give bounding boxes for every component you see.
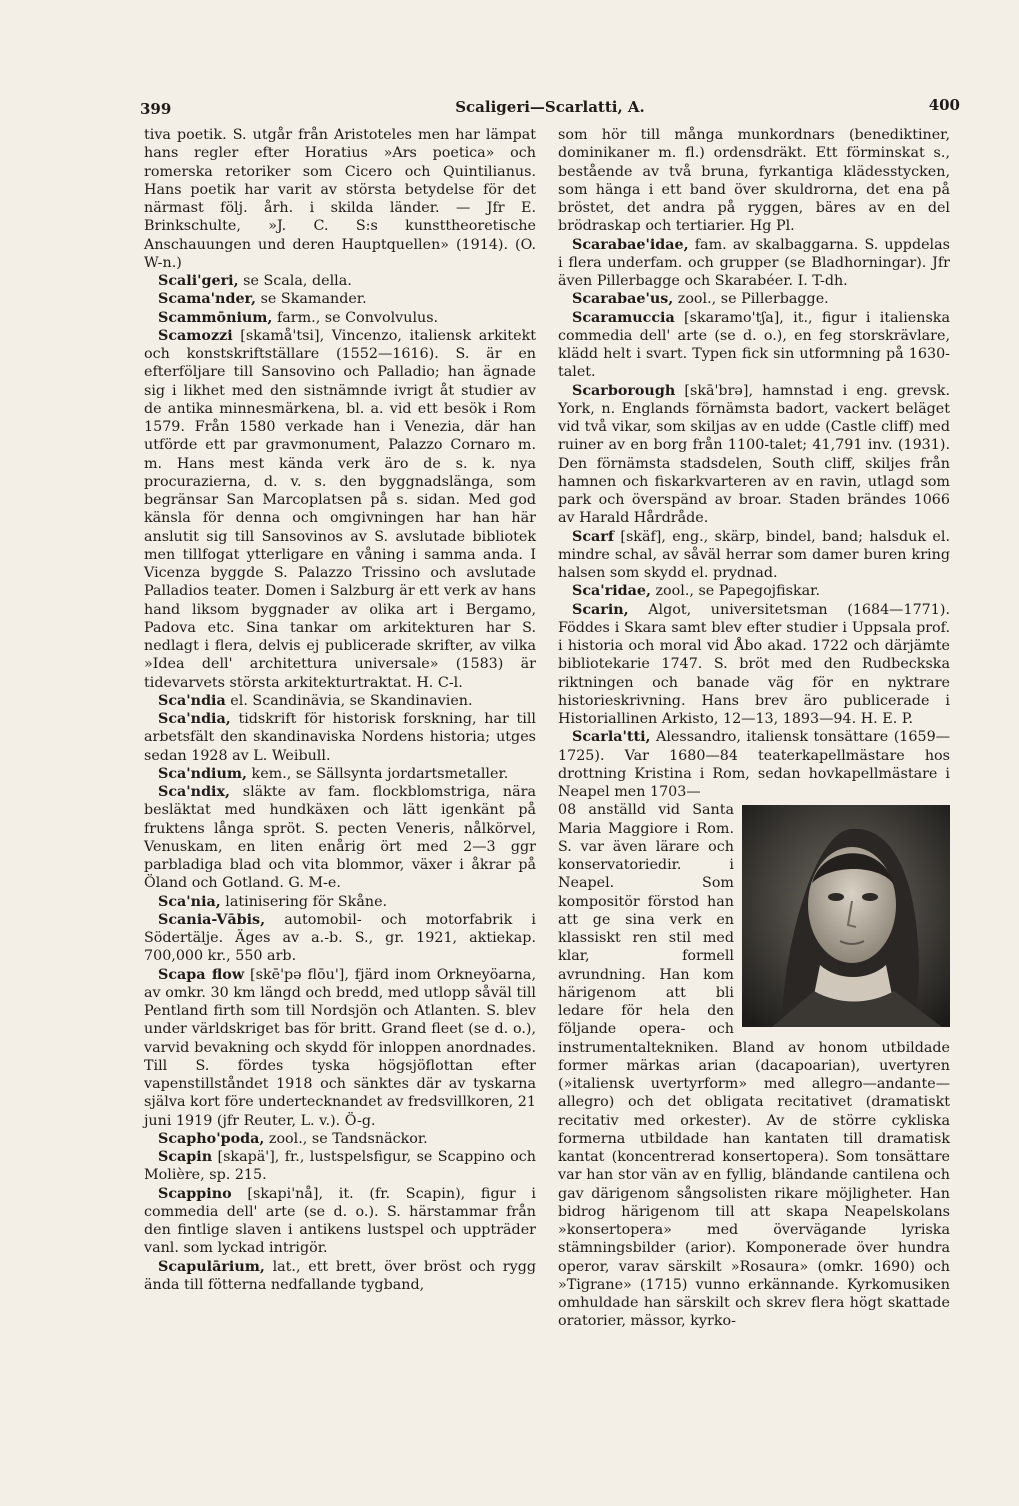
entry-headword: Scammōnium, [158, 309, 273, 326]
right-column-entry [558, 309, 950, 382]
entry-text: tidskrift för historisk forskning, har till arbetsfält den skandinaviska Nordens historia; utges sedan 1928 av L. Weibull. [144, 711, 536, 764]
left-column-entry [144, 783, 536, 893]
entry-text: [skapä'], fr., lustspelsfigur, se Scappino och Molière, sp. 215. [144, 1149, 536, 1184]
right-column-entry [558, 582, 950, 600]
entry-text: [skapi'nå], it. (fr. Scapin), figur i commedia dell' arte (se d. o.). S. härstammar från den fintlige slaven i antikens lustspel och uppträder vanl. som lyckad intrigör. [144, 1185, 536, 1257]
left-column-entry [144, 765, 536, 783]
entry-headword: Scaramuccia [572, 309, 675, 326]
entry-text: [skē'pə flōu'], fjärd inom Orkneyöarna, av omkr. 30 km längd och bredd, med utlopp såväl till Pentland firth som till Nordsjön och Atlanten. S. blev under världskriget bas för britt. Grand fleet (se d. o.), varvid bevakning och skydd för inloppen anordnades. Till S. fördes tyska högsjöflottan efter vapenstillståndet 1918 och sänktes där av tyskarna själva kort före undertecknandet av fredsvillkoren, 21 juni 1919 (jfr Reuter, L. v.). Ö-g. [144, 966, 536, 1129]
left-column-entry [144, 290, 536, 308]
right-column-entry [558, 290, 950, 308]
entry-headword: Scapin [158, 1149, 213, 1165]
entry-text: [skäf], eng., skärp, bindel, band; halsduk el. mindre schal, av såväl herrar som damer buren kring halsen som skydd el. prydnad. [558, 528, 950, 581]
entry-text: se Skamander. [256, 291, 367, 308]
entry-headword: Sca'ndix, [158, 784, 230, 800]
left-column-entry [144, 1148, 536, 1185]
left-column-entry [144, 1130, 536, 1148]
entry-text: farm., se Convolvulus. [272, 309, 439, 326]
right-column-entries [558, 126, 950, 801]
entry-text: släkte av fam. flockblomstriga, nära besläktat med hundkäxen och lätt igenkänt på fruktens långa spröt. S. pecten Veneris, nålkörvel, Venuskam, en liten enårig ört med 2—3 ggr parbladiga blad och vita blommor, växer i åkrar på Öland och Gotland. G. M-e. [144, 784, 536, 892]
left-column [144, 126, 536, 1294]
entry-headword: Scarla'tti, [572, 729, 651, 746]
entry-headword: Sca'ndia [158, 692, 226, 709]
entry-text: [skaramo'tʃa], it., figur i italienska commedia dell' arte (se d. o.), en feg storskrävlare, klädd helt i svart. Typen fick sin utformning på 1630-talet. [558, 309, 950, 381]
entry-text: Alessandro, italiensk tonsättare (1659—1725). Var 1680—84 teaterkapellmästare hos drottning Kristina i Rom, sedan hovkapellmästare i Neapel men 1703— [558, 729, 950, 800]
left-column-entry [144, 710, 536, 765]
entry-headword: Sca'ndia, [158, 711, 231, 727]
entry-text: zool., se Papegojfiskar. [650, 583, 820, 600]
entry-headword: Scarborough [572, 382, 676, 399]
entry-text: Algot, universitetsman (1684—1771). Föddes i Skara samt blev efter studier i Uppsala prof. i historia och moral vid Åbo akad. 1722 och därjämte bibliotekarie 1747. S. bröt med den Rudbeckska riktningen och banade väg för en nyktrare historieskrivning. Hans brev äro publicerade i Historiallinen Arkisto, 12—13, 1893—94. H. E. P. [558, 601, 950, 727]
entry-text: [skā'brə], hamnstad i eng. grevsk. York, n. Englands förnämsta badort, vackert beläget vid två vikar, som skiljas av en udde (Castle cliff) med ruiner av en borg från 1100-talet; 41,791 inv. (1931). Den förnämsta stadsdelen, South cliff, skiljes från hamnen och fiskarkvarteren av en ravin, utlagd som park och överspänd av broar. Staden brändes 1066 av Harald Hårdråde. [558, 382, 950, 527]
left-column-entry [144, 126, 536, 272]
left-column-entry [144, 893, 536, 911]
left-column-entry [144, 272, 536, 290]
entry-headword: Sca'nia, [158, 893, 221, 910]
entry-headword: Sca'ndium, [158, 765, 247, 782]
entry-text: zool., se Pillerbagge. [673, 291, 829, 308]
left-column-entry [144, 1185, 536, 1258]
entry-headword: Scarabae'idae, [572, 236, 689, 253]
entry-headword: Scapa flow [158, 966, 245, 983]
left-column-entry [144, 911, 536, 966]
entry-text: el. Scandinävia, se Skandinavien. [225, 692, 473, 709]
left-column-entry [144, 966, 536, 1130]
entry-headword: Scali'geri, [158, 273, 239, 289]
page-number-left: 399 [140, 100, 172, 118]
entry-headword: Sca'ridae, [572, 583, 651, 600]
portrait-drawing [742, 805, 950, 1027]
page-header [140, 98, 960, 120]
entry-headword: Scapho'poda, [158, 1130, 265, 1147]
running-title: Scaligeri—Scarlatti, A. [455, 98, 645, 116]
entry-headword: Scapulārium, [158, 1258, 265, 1275]
right-column-entry [558, 126, 950, 236]
entry-headword: Scama'nder, [158, 291, 257, 308]
entry-text: fam. av skalbaggarna. S. uppdelas i flera underfam. och grupper (se Bladhorningar). Jfr även Pillerbagge och Skarabéer. I. T-dh. [558, 236, 950, 289]
page-number-right: 400 [928, 96, 960, 114]
entry-text: lat., ett brett, över bröst och rygg ända till fötterna nedfallande tygband, [144, 1258, 536, 1293]
entry-text: kem., se Sällsynta jordartsmetaller. [247, 765, 509, 782]
entry-text: tiva poetik. S. utgår från Aristoteles men har lämpat hans regler efter Horatius »Ars poetica» och romerska retoriker som Cicero och Quintilianus. Hans poetik har varit av största betydelse för det närmast följ. årh. i skilda länder. — Jfr E. Brinkschulte, »J. C. S:s kunsttheoretische Anschauungen und deren Hauptquellen» (1914). (O. W-n.) [144, 127, 536, 271]
entry-text: se Scala, della. [238, 273, 352, 289]
portrait-image [742, 805, 950, 1027]
right-column-entry [558, 728, 950, 801]
entry-text: latinisering för Skåne. [220, 893, 388, 910]
left-column-entry [144, 692, 536, 710]
left-column-entry [144, 309, 536, 327]
entry-headword: Scania-Vābis, [158, 911, 266, 928]
left-column-entry [144, 327, 536, 692]
entry-headword: Scamozzi [158, 327, 233, 344]
entry-text: automobil- och motorfabrik i Södertälje. Äges av a.-b. S., gr. 1921, aktiekap. 700,000 kr., 550 arb. [144, 911, 536, 965]
entry-text: som hör till många munkordnars (benediktiner, dominikaner m. fl.) ordensdräkt. Ett förminskat s., bestående av två bruna, fyrkantiga klädesstycken, som hänga i ett band över skuldrorna, det ena på bröstet, det andra på ryggen, bäres av en del brödraskap och tertiarier. Hg Pl. [558, 127, 950, 235]
scarlatti-continuation: 08 anställd vid Santa Maria Maggiore i Rom. S. var även lärare och konservatoriedir. i Neapel. Som kompositör förstod han att ge sina verk en klassiskt ren stil med klar, formell avrundning. Han kom härigenom att bli ledare för hela den följande opera- och instrumentaltekniken. Bland av honom utbildade former märkas arian (dacapoarian), uvertyren (»italiensk uvertyrform» med allegro—andante—allegro) och det obligata recitativet (dramatiskt recitativ med orkester). Av de större cykliska formerna utbildade han kantaten till dramatisk kantat (koncentrerad konsertopera). Som tonsättare var han stor vän av en fyllig, bländande cantilena och gav därigenom sångsolisten rikare möjligheter. Han bidrog härigenom till att skapa Neapelskolans »konsertopera» med övervägande lyriska stämningsbilder (arior). Komponerade över hundra operor, varav särskilt »Rosaura» (omkr. 1690) och »Tigrane» (1715) vunno erkännande. Kyrkomusiken omhuldade han särskilt och skrev flera högt skattade oratorier, mässor, kyrko- [558, 802, 950, 1330]
entry-headword: Scarf [572, 528, 614, 545]
right-column-entry [558, 236, 950, 291]
right-column-entry [558, 601, 950, 729]
entry-text: [skamå'tsi], Vincenzo, italiensk arkitekt och konstskriftställare (1552—1616). S. är en efterföljare till Sansovino och Palladio; han ägnade sig i likhet med den sistnämnde ivrigt åt studier av de antika minnesmärkena, bl. a. vid ett besök i Rom 1579. Från 1580 verkade han i Venezia, där han utförde ett par gravmonument, Palazzo Cornaro m. m. Hans mest kända verk äro de s. k. nya procurazierna, d. v. s. den byggnadslänga, som begränsar San Marcoplatsen på s. sidan. Med god känsla för denna och omgivningen har han här anslutit sig till Sansovinos av S. avslutade bibliotek men tillfogat ytterligare en våning i samma anda. I Vicenza byggde S. Palazzo Trissino och avslutade Palladios teater. Domen i Salzburg är ett verk av hans hand liksom byggnader av olika art i Bergamo, Padova etc. Sina tankar om arkitekturen har S. nedlagt i flera, delvis ej publicerade skrifter, av vilka »Idea dell' architettura universale» (1583) är tidevarvets största arkitekturtraktat. H. C-l. [144, 327, 536, 691]
entry-headword: Scarabae'us, [572, 291, 674, 308]
entry-headword: Scarin, [572, 601, 629, 618]
entry-text: zool., se Tandsnäckor. [264, 1130, 428, 1147]
right-column-entry [558, 528, 950, 583]
entry-headword: Scappino [158, 1185, 232, 1202]
right-column-entry [558, 382, 950, 528]
left-column-entry [144, 1258, 536, 1295]
right-column [558, 126, 950, 1331]
